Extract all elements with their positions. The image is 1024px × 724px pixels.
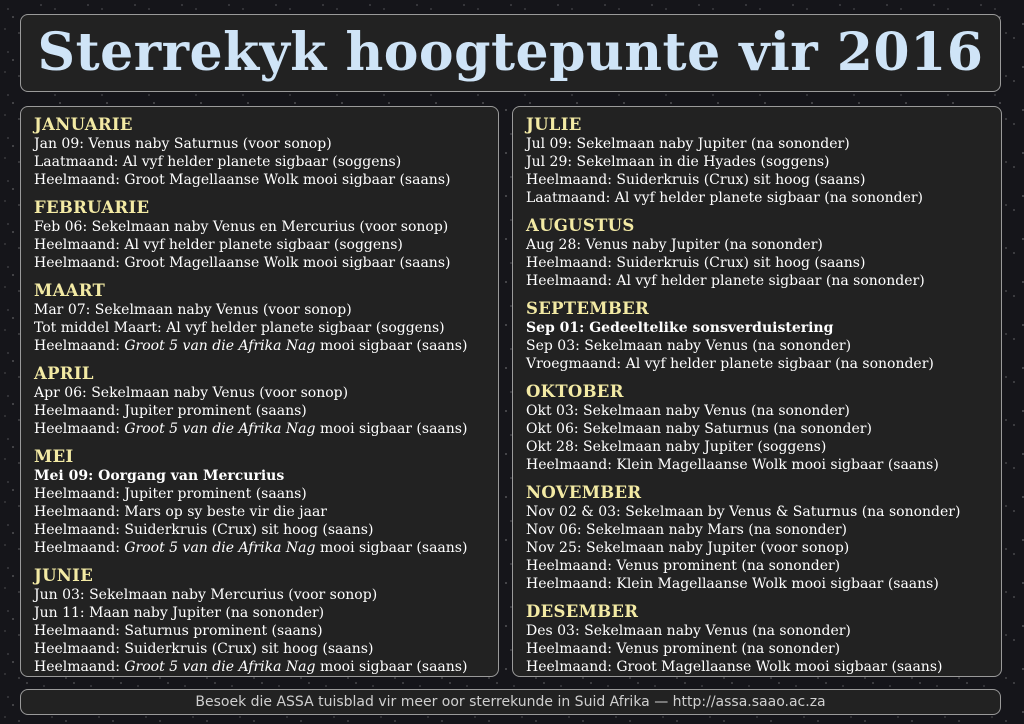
event-line: Heelmaand: Suiderkruis (Crux) sit hoog (saans): [34, 641, 374, 657]
event-prefix: Heelmaand:: [34, 659, 125, 675]
month-heading: DESEMBER: [526, 602, 639, 621]
event-line: [34, 420, 485, 438]
month-heading: MAART: [34, 281, 106, 300]
month-heading: JUNIE: [34, 566, 94, 585]
month-block-mei: [34, 447, 485, 557]
event-line: Vroegmaand: Al vyf helder planete sigbaar (na sononder): [526, 356, 934, 372]
month-block-september: [526, 299, 988, 373]
highlight-event-line: Sep 01: Gedeeltelike sonsverduistering: [526, 320, 834, 336]
month-block-april: [34, 364, 485, 438]
event-italic-phrase: Groot 5 van die Afrika Nag: [124, 421, 316, 437]
month-heading: MEI: [34, 447, 74, 466]
event-line: Nov 25: Sekelmaan naby Jupiter (voor sonop): [526, 540, 850, 556]
event-line: Sep 03: Sekelmaan naby Venus (na sononder): [526, 338, 852, 354]
event-italic-phrase: Groot 5 van die Afrika Nag: [124, 659, 316, 675]
event-line: Aug 28: Venus naby Jupiter (na sononder): [526, 237, 823, 253]
event-line: Des 03: Sekelmaan naby Venus (na sononder): [526, 623, 851, 639]
event-line: Jan 09: Venus naby Saturnus (voor sonop): [34, 136, 332, 152]
month-block-augustus: [526, 216, 988, 290]
month-block-desember: [526, 602, 988, 676]
event-suffix: mooi sigbaar (saans): [315, 659, 468, 675]
event-line: Heelmaand: Saturnus prominent (saans): [34, 623, 323, 639]
event-line: Heelmaand: Jupiter prominent (saans): [34, 403, 307, 419]
event-line: Heelmaand: Groot Magellaanse Wolk mooi sigbaar (saans): [34, 255, 451, 271]
event-line: Heelmaand: Al vyf helder planete sigbaar (soggens): [34, 237, 403, 253]
event-line: Heelmaand: Jupiter prominent (saans): [34, 486, 307, 502]
event-line: Okt 28: Sekelmaan naby Jupiter (soggens): [526, 439, 827, 455]
event-line: Jun 03: Sekelmaan naby Mercurius (voor sonop): [34, 587, 378, 603]
event-line: Heelmaand: Groot Magellaanse Wolk mooi sigbaar (saans): [34, 172, 451, 188]
event-line: Heelmaand: Suiderkruis (Crux) sit hoog (saans): [526, 172, 866, 188]
month-heading: APRIL: [34, 364, 94, 383]
event-line: Heelmaand: Mars op sy beste vir die jaar: [34, 504, 327, 520]
event-line: [34, 337, 485, 355]
event-line: Jul 29: Sekelmaan in die Hyades (soggens): [526, 154, 830, 170]
event-suffix: mooi sigbaar (saans): [315, 338, 468, 354]
event-line: Okt 03: Sekelmaan naby Venus (na sononder): [526, 403, 850, 419]
month-block-februarie: [34, 198, 485, 272]
event-line: Tot middel Maart: Al vyf helder planete sigbaar (soggens): [34, 320, 445, 336]
month-heading: AUGUSTUS: [526, 216, 635, 235]
event-line: Feb 06: Sekelmaan naby Venus en Mercurius (voor sonop): [34, 219, 449, 235]
event-prefix: Heelmaand:: [34, 540, 125, 556]
event-line: Jun 11: Maan naby Jupiter (na sononder): [34, 605, 325, 621]
event-line: Okt 06: Sekelmaan naby Saturnus (na sononder): [526, 421, 872, 437]
month-block-oktober: [526, 382, 988, 474]
month-block-julie: [526, 115, 988, 207]
calendar-column-right: [512, 106, 1002, 677]
month-heading: FEBRUARIE: [34, 198, 150, 217]
event-italic-phrase: Groot 5 van die Afrika Nag: [124, 338, 316, 354]
month-heading: JULIE: [526, 115, 582, 134]
month-heading: SEPTEMBER: [526, 299, 649, 318]
footer-banner: [20, 689, 1001, 715]
event-line: Heelmaand: Suiderkruis (Crux) sit hoog (saans): [34, 522, 374, 538]
event-line: Laatmaand: Al vyf helder planete sigbaar (na sononder): [526, 190, 924, 206]
event-line: Heelmaand: Groot Magellaanse Wolk mooi sigbaar (saans): [526, 659, 943, 675]
page-title: Sterrekyk hoogtepunte vir 2016: [37, 22, 984, 83]
highlight-event-line: Mei 09: Oorgang van Mercurius: [34, 468, 285, 484]
month-heading: OKTOBER: [526, 382, 624, 401]
event-italic-phrase: Groot 5 van die Afrika Nag: [124, 540, 316, 556]
title-banner: [20, 14, 1001, 92]
month-heading: JANUARIE: [34, 115, 133, 134]
month-block-januarie: [34, 115, 485, 189]
event-line: Mar 07: Sekelmaan naby Venus (voor sonop): [34, 302, 352, 318]
event-line: Apr 06: Sekelmaan naby Venus (voor sonop): [34, 385, 349, 401]
month-block-junie: [34, 566, 485, 676]
event-line: Heelmaand: Klein Magellaanse Wolk mooi sigbaar (saans): [526, 457, 939, 473]
month-block-november: [526, 483, 988, 593]
event-line: Heelmaand: Suiderkruis (Crux) sit hoog (saans): [526, 255, 866, 271]
event-line: Jul 09: Sekelmaan naby Jupiter (na sononder): [526, 136, 850, 152]
month-heading: NOVEMBER: [526, 483, 642, 502]
event-line: [34, 539, 485, 557]
event-prefix: Heelmaand:: [34, 421, 125, 437]
event-line: Heelmaand: Al vyf helder planete sigbaar (na sononder): [526, 273, 925, 289]
footer-text: Besoek die ASSA tuisblad vir meer oor sterrekunde in Suid Afrika — http://assa.saao.ac.za: [195, 694, 826, 710]
event-suffix: mooi sigbaar (saans): [315, 421, 468, 437]
event-line: Heelmaand: Venus prominent (na sononder): [526, 558, 841, 574]
event-suffix: mooi sigbaar (saans): [315, 540, 468, 556]
event-prefix: Heelmaand:: [34, 338, 125, 354]
event-line: Heelmaand: Klein Magellaanse Wolk mooi sigbaar (saans): [526, 576, 939, 592]
event-line: Nov 06: Sekelmaan naby Mars (na sononder): [526, 522, 848, 538]
event-line: [34, 658, 485, 676]
calendar-column-left: [20, 106, 499, 677]
event-line: Laatmaand: Al vyf helder planete sigbaar (soggens): [34, 154, 402, 170]
month-block-maart: [34, 281, 485, 355]
event-line: Heelmaand: Venus prominent (na sononder): [526, 641, 841, 657]
event-line: Nov 02 & 03: Sekelmaan by Venus & Saturnus (na sononder): [526, 504, 961, 520]
